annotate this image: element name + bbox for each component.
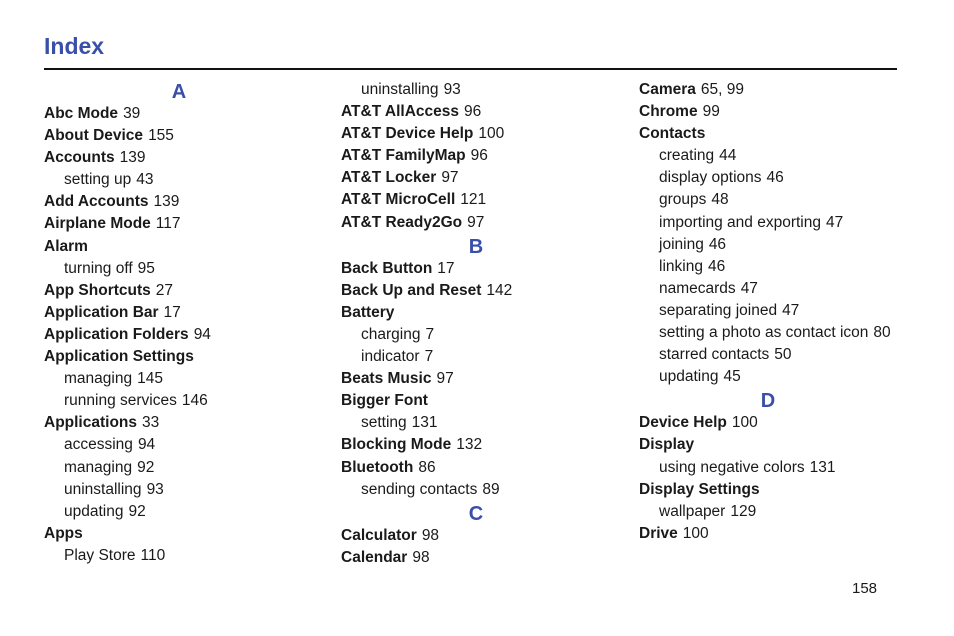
index-page-ref: 47	[740, 279, 758, 297]
index-page-ref: 43	[136, 171, 154, 189]
index-term: Applications	[44, 414, 138, 432]
index-term: Accounts	[44, 149, 115, 167]
index-term: AT&T Device Help	[341, 125, 474, 143]
index-page-ref: 65, 99	[700, 81, 744, 98]
index-subentry	[44, 479, 314, 501]
index-term: charging	[361, 325, 421, 343]
index-term: creating	[659, 147, 715, 165]
index-page-ref: 46	[708, 235, 727, 253]
index-page-ref: 86	[418, 458, 436, 476]
index-page-ref: 47	[782, 301, 800, 319]
index-page-ref: 45	[723, 368, 741, 386]
index-term: Chrome	[639, 103, 698, 121]
index-column-2	[341, 79, 611, 569]
index-page-ref: 100	[682, 524, 709, 542]
index-letter-heading: D	[760, 390, 776, 413]
index-subentry	[341, 79, 611, 101]
index-page-ref: 117	[155, 215, 181, 233]
index-entry	[44, 523, 314, 545]
index-term: Beats Music	[341, 370, 432, 388]
index-entry	[639, 412, 897, 434]
index-entry	[341, 189, 611, 211]
index-subentry	[639, 256, 897, 278]
index-column-1	[44, 79, 314, 567]
index-page-ref: 132	[456, 436, 483, 454]
index-page-ref: 121	[460, 191, 487, 209]
index-subentry	[639, 322, 897, 344]
index-subentry	[639, 167, 897, 189]
index-subentry	[341, 479, 611, 501]
page-number: 158	[852, 580, 878, 597]
index-term: Calendar	[341, 548, 408, 566]
index-entry	[341, 167, 611, 189]
index-term: groups	[659, 191, 707, 209]
index-entry	[639, 101, 897, 123]
index-term: turning off	[64, 259, 133, 277]
index-term: AT&T AllAccess	[341, 103, 460, 121]
index-entry	[341, 457, 611, 479]
index-entry	[639, 523, 897, 545]
index-entry	[341, 212, 611, 234]
index-term: Device Help	[639, 414, 727, 432]
index-entry	[341, 258, 611, 280]
index-term: Display Settings	[639, 480, 760, 498]
index-subentry	[44, 368, 314, 390]
index-term: AT&T MicroCell	[341, 191, 456, 209]
index-page-ref: 98	[412, 548, 430, 566]
index-entry	[341, 101, 611, 123]
index-entry	[44, 213, 314, 235]
index-letter-heading: A	[171, 81, 187, 103]
index-page-ref: 129	[730, 502, 757, 520]
index-term: setting	[361, 414, 407, 432]
index-term: Back Up and Reset	[341, 281, 482, 299]
index-term: Drive	[639, 524, 678, 542]
index-page-ref: 145	[137, 370, 163, 388]
index-term: Application Bar	[44, 303, 159, 321]
index-term: indicator	[361, 348, 420, 366]
index-term: sending contacts	[361, 480, 478, 498]
index-term: setting a photo as contact icon	[659, 324, 869, 342]
index-entry	[639, 479, 897, 501]
index-entry	[341, 547, 611, 569]
index-subentry	[639, 278, 897, 300]
index-entry	[341, 280, 611, 302]
index-term: App Shortcuts	[44, 281, 151, 299]
index-term: updating	[659, 368, 719, 386]
index-subentry	[44, 501, 314, 523]
index-term: Display	[639, 436, 695, 454]
index-term: Add Accounts	[44, 193, 149, 211]
index-page-ref: 44	[719, 147, 737, 165]
index-page-ref: 7	[424, 348, 434, 366]
index-page-ref: 146	[181, 392, 208, 410]
index-entry	[44, 324, 314, 346]
index-entry	[639, 123, 897, 145]
index-term: managing	[64, 458, 133, 476]
index-term: Bluetooth	[341, 458, 414, 476]
index-term: uninstalling	[361, 81, 439, 98]
index-term: updating	[64, 502, 124, 520]
index-term: AT&T FamilyMap	[341, 147, 466, 165]
index-term: About Device	[44, 127, 144, 145]
index-subentry	[341, 324, 611, 346]
index-subentry	[44, 258, 314, 280]
title-divider	[44, 68, 897, 70]
index-subentry	[639, 457, 897, 479]
index-term: joining	[659, 235, 704, 253]
index-page-ref: 48	[711, 191, 729, 209]
index-page-ref: 80	[873, 324, 891, 342]
index-page-ref: 131	[809, 458, 836, 476]
index-term: separating joined	[659, 301, 778, 319]
index-page-ref: 89	[482, 480, 500, 498]
index-subentry	[639, 145, 897, 167]
index-entry	[341, 145, 611, 167]
index-entry	[44, 302, 314, 324]
index-page-ref: 139	[119, 149, 146, 167]
index-term: display options	[659, 169, 762, 187]
index-term: managing	[64, 370, 133, 388]
index-page-ref: 100	[478, 125, 505, 143]
index-page-ref: 17	[163, 303, 181, 321]
index-subentry	[639, 366, 897, 388]
index-term: Airplane Mode	[44, 215, 151, 233]
index-entry	[341, 434, 611, 456]
index-page-ref: 97	[467, 213, 485, 231]
index-subentry	[44, 390, 314, 412]
index-entry	[44, 412, 314, 434]
index-letter-heading: B	[468, 235, 484, 258]
index-subentry	[44, 169, 314, 191]
index-entry	[639, 434, 897, 456]
index-term: importing and exporting	[659, 213, 821, 231]
index-subentry	[44, 434, 314, 456]
index-page-ref: 96	[470, 147, 488, 165]
index-term: Abc Mode	[44, 105, 119, 122]
index-page-ref: 110	[140, 546, 166, 564]
index-page-ref: 100	[731, 414, 758, 432]
index-subentry	[44, 457, 314, 479]
index-term: Bigger Font	[341, 392, 428, 410]
index-entry	[341, 368, 611, 390]
index-subentry	[639, 212, 897, 234]
index-entry	[44, 346, 314, 368]
index-page-ref: 92	[137, 458, 155, 476]
index-term: setting up	[64, 171, 132, 189]
index-page-ref: 97	[441, 169, 459, 187]
index-entry	[44, 125, 314, 147]
index-page-ref: 47	[826, 213, 844, 231]
index-term: Application Settings	[44, 348, 194, 366]
index-entry	[44, 147, 314, 169]
index-term: Blocking Mode	[341, 436, 452, 454]
index-page-ref: 39	[123, 105, 141, 122]
index-page-ref: 97	[436, 370, 454, 388]
index-term: uninstalling	[64, 480, 142, 498]
index-entry	[44, 280, 314, 302]
index-term: AT&T Ready2Go	[341, 213, 463, 231]
index-page-ref: 27	[155, 281, 174, 299]
index-page-ref: 99	[702, 103, 720, 121]
index-entry	[44, 236, 314, 258]
index-page-ref: 96	[464, 103, 482, 121]
index-term: Apps	[44, 524, 83, 542]
index-column-3	[639, 79, 897, 545]
index-page-ref: 93	[146, 480, 164, 498]
index-term: Camera	[639, 81, 696, 98]
index-entry	[44, 191, 314, 213]
index-page-ref: 33	[142, 414, 160, 432]
index-page-ref: 98	[421, 526, 440, 544]
index-page-ref: 94	[137, 436, 156, 454]
index-term: running services	[64, 392, 177, 410]
index-term: Back Button	[341, 259, 433, 277]
index-page-ref: 46	[707, 257, 726, 275]
index-page-ref: 46	[766, 169, 784, 187]
index-term: AT&T Locker	[341, 169, 437, 187]
index-term: Application Folders	[44, 325, 189, 343]
index-term: Calculator	[341, 526, 417, 544]
index-page-ref: 93	[443, 81, 461, 98]
index-page-ref: 7	[425, 325, 435, 343]
index-entry	[341, 123, 611, 145]
index-term: Battery	[341, 303, 395, 321]
index-page-ref: 139	[153, 193, 180, 211]
index-subentry	[639, 234, 897, 256]
index-term: using negative colors	[659, 458, 805, 476]
index-page-ref: 50	[774, 346, 792, 364]
index-entry	[639, 79, 897, 101]
index-term: starred contacts	[659, 346, 770, 364]
index-page-ref: 131	[411, 414, 438, 432]
index-entry	[341, 390, 611, 412]
index-page-ref: 155	[148, 127, 174, 145]
index-page-ref: 92	[128, 502, 146, 520]
index-term: Alarm	[44, 237, 88, 255]
index-term: namecards	[659, 279, 736, 297]
index-term: Play Store	[64, 546, 136, 564]
index-subentry	[639, 501, 897, 523]
index-subentry	[341, 412, 611, 434]
index-page-ref: 94	[193, 325, 211, 343]
index-term: accessing	[64, 436, 133, 454]
index-term: Contacts	[639, 125, 706, 143]
index-entry	[341, 525, 611, 547]
index-term: linking	[659, 257, 703, 275]
index-page-ref: 142	[486, 281, 513, 299]
index-subentry	[44, 545, 314, 567]
index-entry	[341, 302, 611, 324]
index-subentry	[341, 346, 611, 368]
index-page-ref: 95	[137, 259, 155, 277]
index-subentry	[639, 189, 897, 211]
page-title: Index	[44, 33, 105, 59]
index-term: wallpaper	[659, 502, 726, 520]
index-page-ref: 17	[437, 259, 455, 277]
index-entry	[44, 103, 314, 125]
index-subentry	[639, 300, 897, 322]
index-subentry	[639, 344, 897, 366]
index-letter-heading: C	[468, 502, 484, 525]
